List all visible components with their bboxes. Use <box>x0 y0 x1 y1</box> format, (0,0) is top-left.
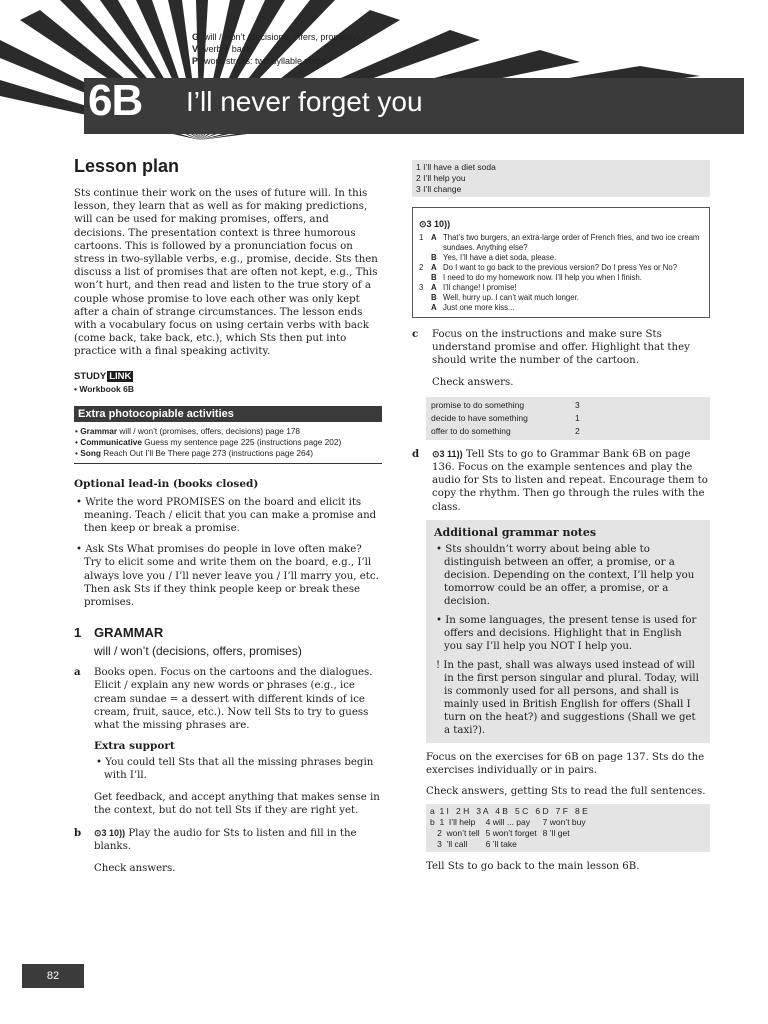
script-line: A Just one more kiss... <box>431 303 515 312</box>
extra-item-song: • Song Reach Out I’ll Be There page 273 (instructions page 264) <box>75 447 313 458</box>
script-line: 1 A That’s two burgers, an extra-large order of French fries, and two ice cream sundaes. Anything else? <box>419 233 700 252</box>
extra-item-communicative: • Communicative Guess my sentence page 225 (instructions page 202) <box>75 436 342 447</box>
feedback-text: Get feedback, and accept anything that makes sense in the context, but do not tell Sts if they are right yet. <box>94 791 380 816</box>
audio-icon[interactable]: ⊙3 10)) <box>419 219 451 229</box>
script-line: B Yes, I’ll have a diet soda, please. <box>431 253 557 262</box>
check-answers: Check answers. <box>432 376 514 388</box>
answers-c: promise to do something 3 decide to have something 1 offer to do something 2 <box>426 397 710 440</box>
closing-text: Tell Sts to go back to the main lesson 6B. <box>426 861 640 873</box>
grammar-notes-title: Additional grammar notes <box>434 525 597 539</box>
grammar-note: • Sts shouldn’t worry about being able to distinguish between an offer, a promise, or a decision. Depending on the context, I’ll help you tomorrow could be an offer, a promise, or a decision. <box>436 543 695 607</box>
left-column <box>74 156 382 875</box>
section-subtitle: will / won’t (decisions, offers, promises) <box>94 644 302 659</box>
study-link-badge: LINK <box>109 370 132 382</box>
step-a: a Books open. Focus on the cartoons and the dialogues. Elicit / explain any new words or phrases (e.g., ice cream sundae = a dessert with different kinds of ice cream, fruit, sauce, etc.). Now tell Sts to try to guess what the missing phrases are. <box>74 666 373 732</box>
answers-grammar-bank: a 1 I 2 H 3 A 4 B 5 C 6 D 7 F 8 E b 1 I’ll help 4 will ... pay 7 won’t buy 2 won’t tell 5 won’t forget 8 ’ll get 3 ’ll call 6 ’ll take <box>426 804 710 852</box>
extra-support-bullet: • You could tell Sts that all the missing phrases begin with I’ll. <box>96 757 374 782</box>
extra-item-grammar: • Grammar will / won’t (promises, offers, decisions) page 178 <box>75 425 301 436</box>
extra-support <box>74 740 382 817</box>
grammar-note: • In some languages, the present tense is used for offers and decisions. Highlight that in English you say I’ll help you NOT I help you. <box>436 614 697 652</box>
audio-icon[interactable]: ⊙3 10)) <box>94 828 126 839</box>
exercises-text: Focus on the exercises for 6B on page 137. Sts do the exercises individually or in pairs. <box>426 751 705 777</box>
leadin-title: Optional lead-in (books closed) <box>74 477 259 490</box>
script-line: B I need to do my homework now. I’ll help you when I finish. <box>431 273 642 282</box>
lesson-plan-text: Sts continue their work on the uses of future will. In this lesson, they learn that as well as for making predictions, will can be used for making promises, offers, and decisions. The presentation context is three humorous cartoons. This is followed by a pronunciation focus on stress in two-syllable verbs, e.g., promise, decide. Sts then discuss a list of promises that are often not kept, e.g., This won’t hurt, and then read and listen to the true story of a couple whose promise to love each other was only kept after a chain of strange circumstances. The lesson ends with a vocabulary focus on using certain verbs with back (come back, take back, etc.), which Sts then put into practice with a final speaking activity. <box>74 188 378 358</box>
script-line: 2 A Do I want to go back to the previous version? Do I press Yes or No? <box>419 263 678 272</box>
step-d: d ⊙3 11)) Tell Sts to go to Grammar Bank 6B on page 136. Focus on the example sentences and play the audio for Sts to listen and repeat. Encourage them to copy the rhythm. Then go through the rules with the class. <box>412 447 708 513</box>
page-number: 82 <box>22 964 84 988</box>
right-column <box>412 160 710 874</box>
grammar-note: ! In the past, shall was always used instead of will in the first person singular and plural. Today, will is commonly used for all persons, and shall is mainly used in British English for offers (Shall I turn on the heat?) and suggestions (Shall we get a taxi?). <box>436 659 699 736</box>
study-link: STUDY LINK <box>74 370 132 382</box>
audio-icon[interactable]: ⊙3 11)) <box>432 448 463 459</box>
audio-script-box <box>412 207 710 318</box>
check-answers: Check answers. <box>94 862 176 874</box>
script-line: B Well, hurry up. I can’t wait much longer. <box>431 293 579 302</box>
check-full-text: Check answers, getting Sts to read the full sentences. <box>426 786 706 798</box>
section-heading: 1 GRAMMAR <box>74 625 164 641</box>
lesson-plan-title: Lesson plan <box>74 156 180 176</box>
extra-support-title: Extra support <box>94 740 175 753</box>
study-link-item: • Workbook 6B <box>74 383 134 394</box>
leadin-bullet: • Ask Sts What promises do people in love often make? Try to elicit some and write them on the board, e.g., I’ll always love you / I’ll never leave you / I’ll marry you, etc. Then ask Sts if they think people keep or break these promises. <box>76 544 379 609</box>
extra-activities-box <box>74 406 382 464</box>
lesson-title: I’ll never forget you <box>186 86 423 117</box>
topic-pronunciation: P word stress: two-syllable verbs <box>192 56 327 66</box>
topic-vocabulary: V verb + back <box>192 44 251 54</box>
step-c: c Focus on the instructions and make sure Sts understand promise and offer. Highlight that they should write the number of the cartoon. <box>412 328 690 367</box>
leadin-bullet: • Write the word PROMISES on the board and elicit its meaning. Teach / elicit that you can make a promise and then keep or break a promise. <box>76 496 377 535</box>
lesson-number: 6B <box>88 76 143 125</box>
additional-grammar-notes <box>426 520 710 743</box>
answers-b: 1 I’ll have a diet soda 2 I’ll help you 3 I’ll change <box>412 160 710 197</box>
step-b: b ⊙3 10)) Play the audio for Sts to listen and fill in the blanks. Check answers. <box>74 827 382 875</box>
topic-grammar: G will / won’t (decisions, offers, promises) <box>192 32 360 42</box>
script-line: 3 A I’ll change! I promise! <box>419 283 517 292</box>
extra-activities-title: Extra photocopiable activities <box>74 406 382 422</box>
